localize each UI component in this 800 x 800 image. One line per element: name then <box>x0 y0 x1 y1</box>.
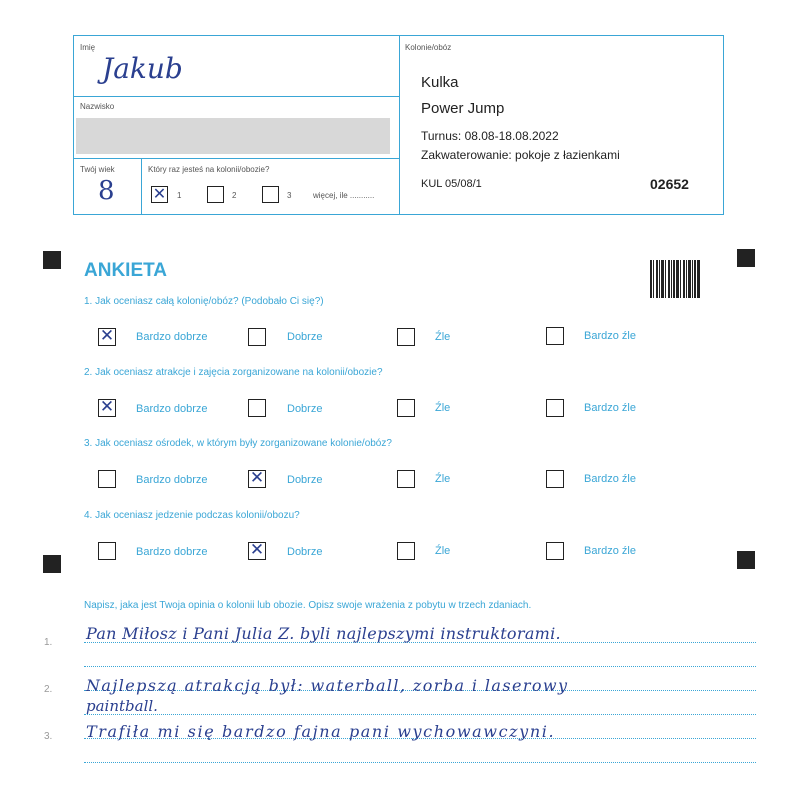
line-number-1: 1. <box>44 637 53 648</box>
answer-line-3[interactable]: Trafiła mi się bardzo fajna pani wychowawczyni. <box>86 722 556 741</box>
q2-checkbox-bardzo-dobrze[interactable] <box>98 399 116 417</box>
question-3-text: 3. Jak oceniasz ośrodek, w którym były zorganizowane kolonie/obóz? <box>84 438 392 449</box>
wiecej-label: więcej, ile ........... <box>313 191 375 200</box>
header-divider-3 <box>141 158 142 215</box>
ktory-raz-checkbox-2[interactable] <box>207 186 224 203</box>
registration-marker-mid-left <box>43 555 61 573</box>
q1-checkbox-bardzo-dobrze[interactable] <box>98 328 116 346</box>
q2-checkbox-zle[interactable] <box>397 399 415 417</box>
q4-checkbox-bardzo-dobrze[interactable] <box>98 542 116 560</box>
writing-line-4 <box>84 714 756 715</box>
q3-option-bardzo-zle: Bardzo źle <box>584 473 636 485</box>
camp-program: Power Jump <box>421 100 505 117</box>
q4-option-zle: Źle <box>435 545 451 557</box>
imie-value[interactable]: Jakub <box>102 52 183 85</box>
q3-checkbox-zle[interactable] <box>397 470 415 488</box>
kolonie-label: Kolonie/obóz <box>405 43 452 52</box>
header-divider-2 <box>73 158 399 159</box>
q1-option-bardzo-zle: Bardzo źle <box>584 330 636 342</box>
q4-option-bardzo-dobrze: Bardzo dobrze <box>136 546 208 558</box>
q1-option-bardzo-dobrze: Bardzo dobrze <box>136 331 208 343</box>
nazwisko-redacted <box>76 118 390 154</box>
q1-checkbox-bardzo-zle[interactable] <box>546 327 564 345</box>
q2-option-zle: Źle <box>435 402 451 414</box>
wiek-label: Twój wiek <box>80 165 115 174</box>
q2-option-dobrze: Dobrze <box>287 403 323 415</box>
ktory-raz-option-1: 1 <box>177 191 182 200</box>
nazwisko-label: Nazwisko <box>80 102 115 111</box>
writing-line-2 <box>84 666 756 667</box>
registration-marker-mid-right <box>737 551 755 569</box>
q1-checkbox-dobrze[interactable] <box>248 328 266 346</box>
q2-checkbox-dobrze[interactable] <box>248 399 266 417</box>
q1-checkbox-zle[interactable] <box>397 328 415 346</box>
ktory-raz-label: Który raz jesteś na kolonii/obozie? <box>148 165 270 174</box>
q2-option-bardzo-zle: Bardzo źle <box>584 402 636 414</box>
q4-checkbox-zle[interactable] <box>397 542 415 560</box>
q3-checkbox-dobrze[interactable] <box>248 470 266 488</box>
line-number-2: 2. <box>44 684 53 695</box>
answer-line-2-continued[interactable]: paintball. <box>86 697 158 715</box>
q4-option-dobrze: Dobrze <box>287 546 323 558</box>
q2-checkbox-bardzo-zle[interactable] <box>546 399 564 417</box>
question-2-text: 2. Jak oceniasz atrakcje i zajęcia zorganizowane na kolonii/obozie? <box>84 367 383 378</box>
camp-code: KUL 05/08/1 <box>421 178 482 190</box>
question-1-text: 1. Jak oceniasz całą kolonię/obóz? (Podobało Ci się?) <box>84 296 324 307</box>
q4-checkbox-dobrze[interactable] <box>248 542 266 560</box>
question-4-text: 4. Jak oceniasz jedzenie podczas kolonii/obozu? <box>84 510 300 521</box>
line-number-3: 3. <box>44 731 53 742</box>
form-number: 02652 <box>650 176 689 192</box>
registration-marker-top-right <box>737 249 755 267</box>
q3-checkbox-bardzo-dobrze[interactable] <box>98 470 116 488</box>
header-divider-vertical <box>399 35 400 215</box>
ktory-raz-checkbox-1[interactable] <box>151 186 168 203</box>
q1-option-zle: Źle <box>435 331 451 343</box>
q4-checkbox-bardzo-zle[interactable] <box>546 542 564 560</box>
ktory-raz-checkbox-3[interactable] <box>262 186 279 203</box>
answer-line-2[interactable]: Najlepszą atrakcją był: waterball, zorba i laserowy <box>86 676 569 695</box>
registration-marker-top-left <box>43 251 61 269</box>
q3-option-zle: Źle <box>435 473 451 485</box>
camp-name: Kulka <box>421 74 459 91</box>
wiek-value[interactable]: 8 <box>98 176 115 206</box>
zakwaterowanie: Zakwaterowanie: pokoje z łazienkami <box>421 148 620 162</box>
q3-option-bardzo-dobrze: Bardzo dobrze <box>136 474 208 486</box>
ktory-raz-option-3: 3 <box>287 191 292 200</box>
answer-line-1[interactable]: Pan Miłosz i Pani Julia Z. byli najlepszymi instruktorami. <box>86 624 561 643</box>
writing-line-6 <box>84 762 756 763</box>
q1-option-dobrze: Dobrze <box>287 331 323 343</box>
q3-checkbox-bardzo-zle[interactable] <box>546 470 564 488</box>
ktory-raz-option-2: 2 <box>232 191 237 200</box>
barcode <box>650 260 700 298</box>
q4-option-bardzo-zle: Bardzo źle <box>584 545 636 557</box>
opinion-prompt: Napisz, jaka jest Twoja opinia o kolonii lub obozie. Opisz swoje wrażenia z pobytu w trzech zdaniach. <box>84 600 532 611</box>
q2-option-bardzo-dobrze: Bardzo dobrze <box>136 403 208 415</box>
header-divider-1 <box>73 96 399 97</box>
survey-title: ANKIETA <box>84 260 168 281</box>
imie-label: Imię <box>80 43 96 52</box>
q3-option-dobrze: Dobrze <box>287 474 323 486</box>
turnus: Turnus: 08.08-18.08.2022 <box>421 129 559 143</box>
